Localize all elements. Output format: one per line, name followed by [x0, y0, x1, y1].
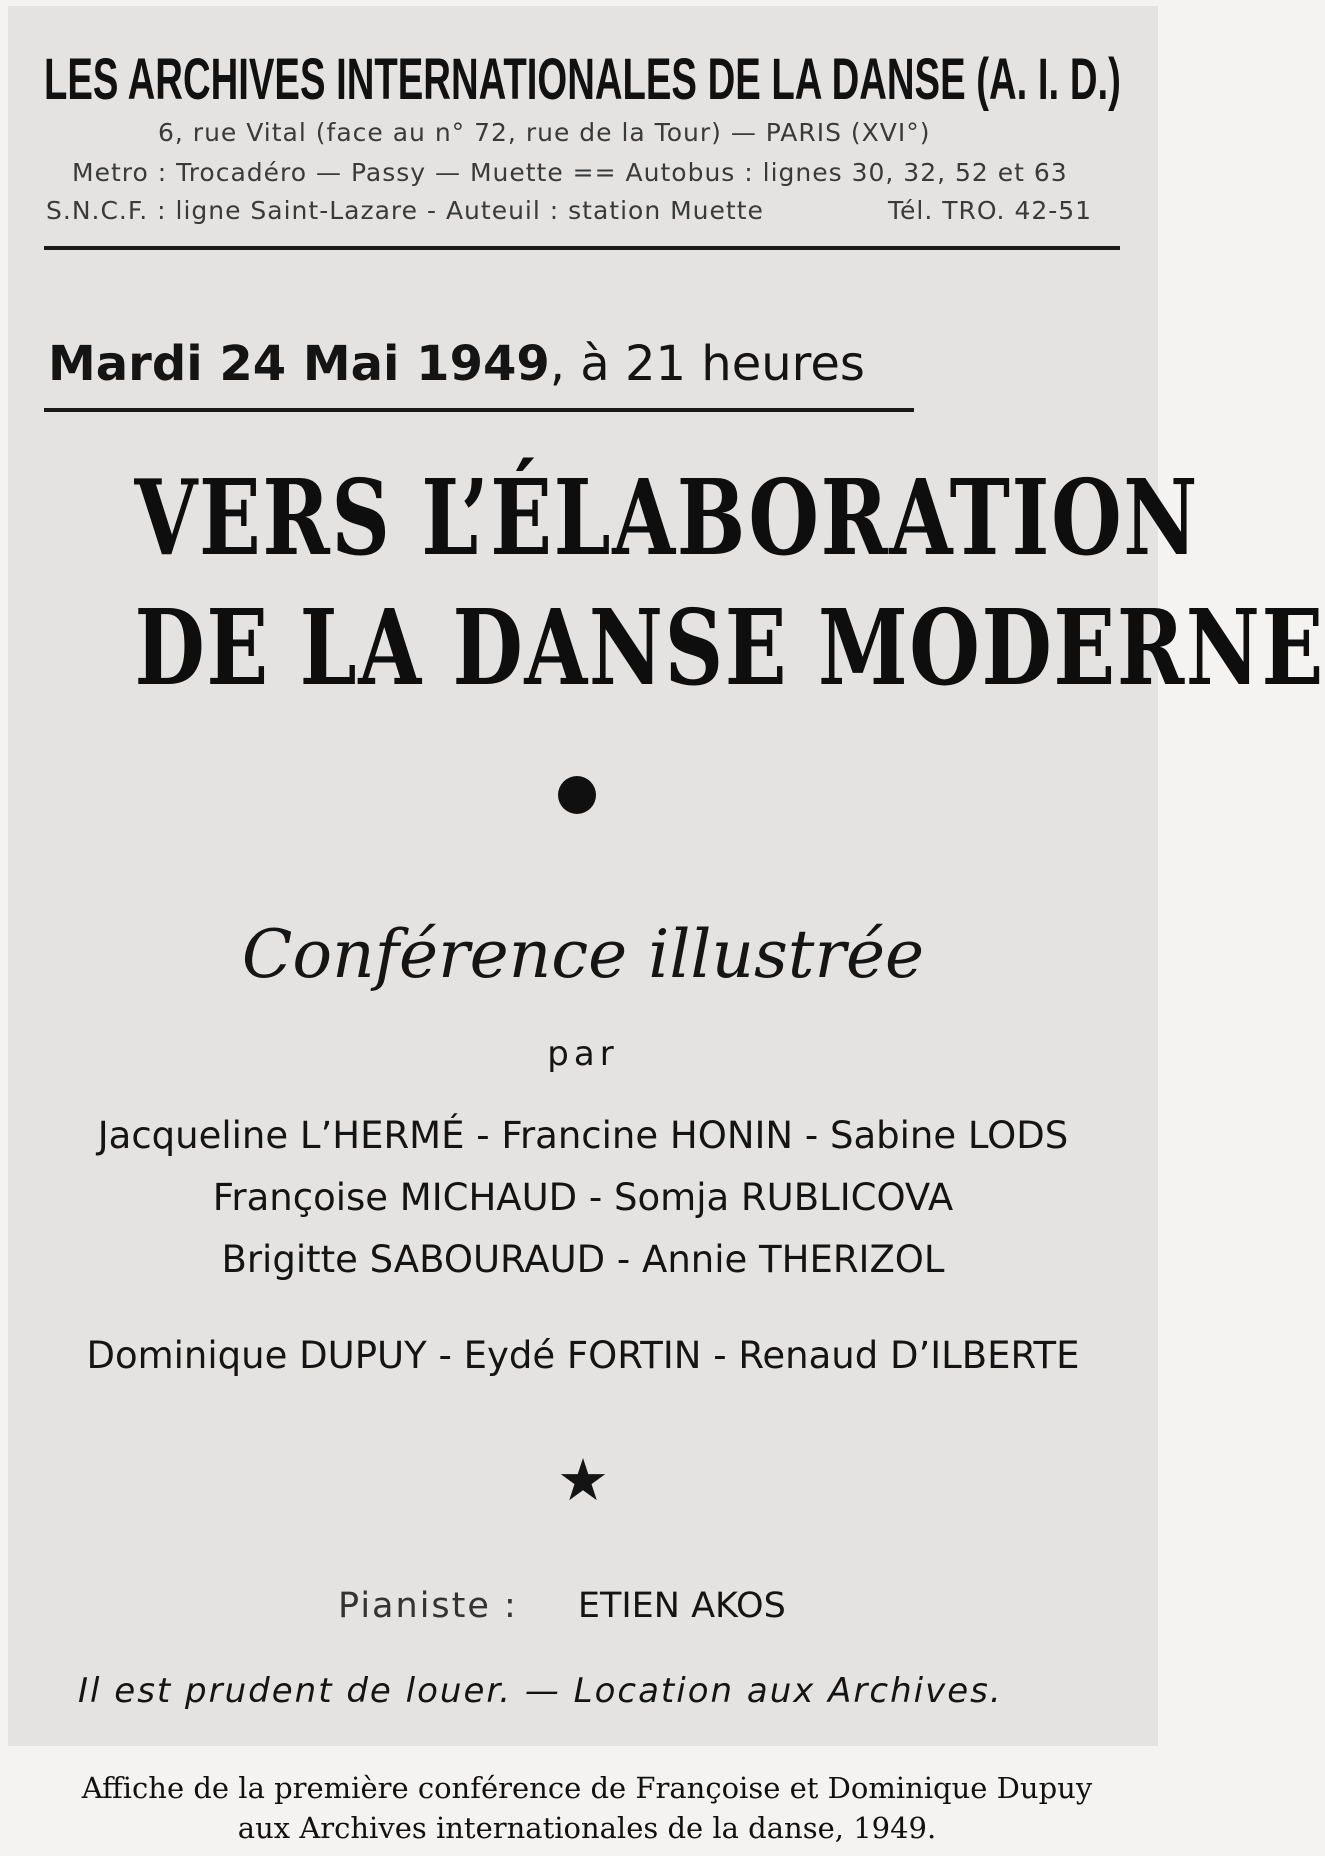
header-address: 6, rue Vital (face au n° 72, rue de la Tour) — PARIS (XVI°): [158, 118, 931, 147]
header-title: LES ARCHIVES INTERNATIONALES DE LA DANSE (A. I. D.): [44, 47, 1121, 112]
header-rule: [44, 246, 1120, 250]
names-line-2: Françoise MICHAUD - Somja RUBLICOVA: [212, 1176, 954, 1219]
star-icon: ★: [557, 1446, 609, 1514]
names-line-4: Dominique DUPUY - Eydé FORTIN - Renaud D’ILBERTE: [86, 1334, 1080, 1377]
title-line-1: VERS L’ÉLABORATION: [134, 456, 1200, 579]
names-line-3: Brigitte SABOURAUD - Annie THERIZOL: [221, 1238, 945, 1281]
title-line-2: DE LA DANSE MODERNE: [134, 586, 1325, 709]
caption-line-1: Affiche de la première conférence de Françoise et Dominique Dupuy: [81, 1771, 1093, 1805]
header-sncf: S.N.C.F. : ligne Saint-Lazare - Auteuil : station Muette: [46, 196, 764, 225]
event-date: [48, 336, 865, 392]
header-tel: Tél. TRO. 42-51: [888, 196, 1093, 225]
pianist-label: Pianiste :: [338, 1586, 518, 1626]
subtitle: Conférence illustrée: [241, 916, 925, 993]
event-date-bold: Mardi 24 Mai 1949: [48, 336, 550, 392]
par-text: par: [547, 1034, 619, 1074]
event-date-time: , à 21 heures: [549, 336, 865, 392]
names-line-1: Jacqueline L’HERMÉ - Francine HONIN - Sabine LODS: [97, 1114, 1069, 1157]
header-metro: Metro : Trocadéro — Passy — Muette == Autobus : lignes 30, 32, 52 et 63: [72, 158, 1068, 187]
bullet-dot: [558, 776, 596, 814]
pianist-name: ETIEN AKOS: [577, 1586, 786, 1626]
caption-line-2: aux Archives internationales de la danse, 1949.: [237, 1811, 937, 1845]
poster: [8, 6, 1325, 1746]
booking-note: Il est prudent de louer. — Location aux Archives.: [78, 1671, 1003, 1711]
caption: [0, 1768, 1174, 1848]
date-underline: [44, 408, 914, 412]
pianist: [338, 1586, 786, 1626]
